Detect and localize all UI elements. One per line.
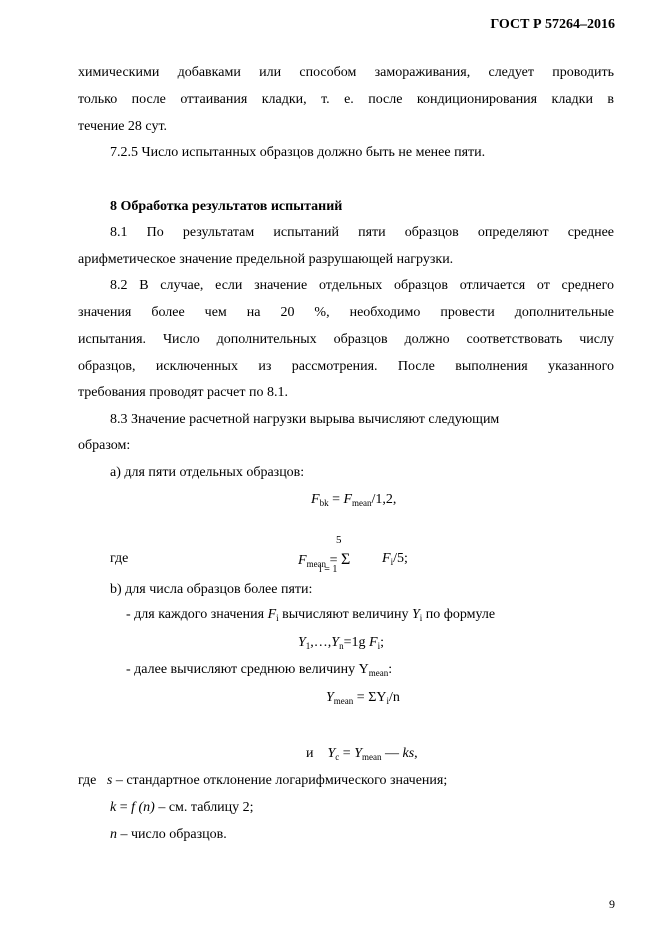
definition-k: k = f (n) – см. таблицу 2;	[110, 800, 254, 815]
definition-s: где s – стандартное отклонение логарифмического значения;	[78, 773, 448, 788]
paragraph-line: 8.1 По результатам испытаний пяти образцов определяют среднее	[110, 225, 614, 240]
paragraph-line: 8.3 Значение расчетной нагрузки вырыва вычисляют следующим	[110, 412, 500, 427]
formula-fbk: $F_{bk} = F_{mean}/1,2$,	[311, 492, 397, 508]
formula-yi: $Y_1,\dots,Y_n=1g$ $F_i$;	[298, 635, 384, 651]
formula-yc: и $Y_c = Y_{mean}$ — ks,	[306, 746, 418, 762]
paragraph-line: образцов, исключенных из рассмотрения. После выполнения указанного	[78, 359, 614, 374]
section-8-heading: 8 Обработка результатов испытаний	[110, 199, 343, 214]
paragraph-line: 8.2 В случае, если значение отдельных образцов отличается от среднего	[110, 278, 614, 293]
list-subitem: - для каждого значения $F_i$ вычисляют величину $Y_i$ по формуле	[126, 607, 496, 623]
paragraph-line: значения более чем на 20 %, необходимо провести дополнительные	[78, 305, 614, 320]
paragraph-line: образом:	[78, 438, 131, 453]
definition-n: n – число образцов.	[110, 827, 227, 842]
page-number: 9	[609, 897, 615, 911]
sum-lower-limit: i = 1	[319, 564, 338, 575]
list-item-a: а) для пяти отдельных образцов:	[110, 465, 305, 480]
paragraph-line: требования проводят расчет по 8.1.	[78, 385, 288, 400]
standard-code-header: ГОСТ Р 57264–2016	[490, 17, 615, 32]
formula-fmean: $F_{mean} = \Sigma$	[298, 551, 351, 569]
clause-7-2-5: 7.2.5 Число испытанных образцов должно быть не менее пяти.	[110, 145, 486, 160]
where-label: где	[110, 551, 129, 566]
paragraph-line: химическими добавками или способом замораживания, следует проводить	[78, 65, 614, 80]
sum-upper-limit: 5	[336, 534, 342, 546]
list-subitem: - далее вычисляют среднюю величину $Y_{mean}$:	[126, 662, 393, 678]
paragraph-line: только после оттаивания кладки, т. е. после кондиционирования кладки в	[78, 92, 614, 107]
paragraph-line: течение 28 сут.	[78, 119, 168, 134]
formula-ymean: $Y_{mean} = \Sigma Y_i/n$	[326, 690, 400, 706]
paragraph-line: арифметическое значение предельной разрушающей нагрузки.	[78, 252, 454, 267]
formula-fmean-term: $F_i/5$;	[382, 551, 408, 567]
list-item-b: b) для числа образцов более пяти:	[110, 582, 313, 597]
paragraph-line: испытания. Число дополнительных образцов должно соответствовать числу	[78, 332, 614, 347]
